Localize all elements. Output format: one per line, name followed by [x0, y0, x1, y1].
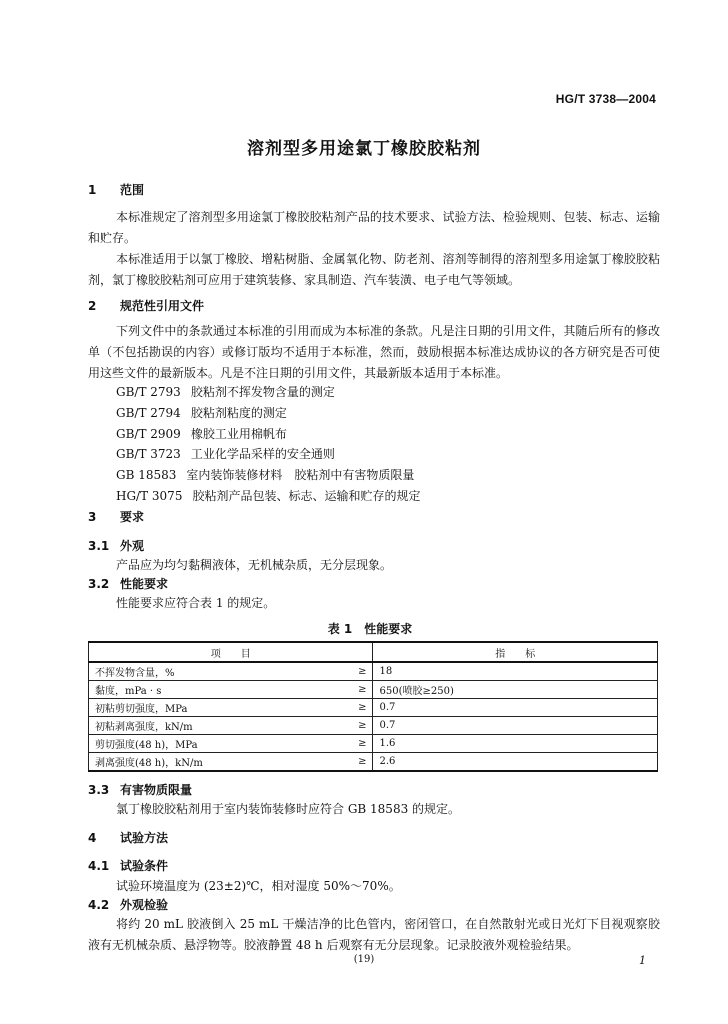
table-row	[89, 681, 658, 699]
subsection-4-2-heading	[88, 896, 168, 913]
section-number: 1	[88, 183, 97, 197]
row-operator: ≥	[346, 662, 373, 681]
row-item: 初粘剪切强度，MPa	[89, 699, 346, 717]
table-row	[89, 753, 658, 772]
section-number: 2	[88, 299, 97, 313]
reference-item	[116, 444, 420, 465]
section-number: 3	[88, 510, 97, 524]
subsection-number: 3.2	[88, 577, 110, 591]
section-title: 试验方法	[120, 831, 169, 845]
section-1-paragraph-2: 本标准适用于以氯丁橡胶、增粘树脂、金属氧化物、防老剂、溶剂等制得的溶剂型多用途氯丁橡胶胶粘剂，氯丁橡胶胶粘剂可应用于建筑装修、家具制造、汽车装潢、电子电气等领域。	[88, 252, 660, 287]
section-number: 4	[88, 831, 97, 845]
row-item: 剪切强度(48 h)，MPa	[89, 735, 346, 753]
row-value: 0.7	[373, 699, 658, 717]
column-header-item: 项 目	[89, 642, 373, 662]
reference-title: 室内装饰装修材料 胶粘剂中有害物质限量	[186, 468, 415, 483]
subsection-3-3-text: 氯丁橡胶胶粘剂用于室内装饰装修时应符合 GB 18583 的规定。	[116, 802, 461, 816]
table-header-row	[89, 642, 658, 662]
row-value: 650(喷胶≥250)	[373, 681, 658, 699]
reference-item	[116, 424, 420, 445]
row-value: 18	[373, 662, 658, 681]
subsection-3-1-text: 产品应为均匀黏稠液体，无机械杂质，无分层现象。	[116, 558, 393, 572]
table-row	[89, 699, 658, 717]
section-1-paragraph-1: 本标准规定了溶剂型多用途氯丁橡胶胶粘剂产品的技术要求、试验方法、检验规则、包装、标志、运输和贮存。	[88, 210, 660, 245]
section-2-paragraph: 下列文件中的条款通过本标准的引用而成为本标准的条款。凡是注日期的引用文件，其随后所有的修改单（不包括勘误的内容）或修订版均不适用于本标准，然而，鼓励根据本标准达成协议的各方研究是否可使用这些文件的最新版本。凡是不注日期的引用文件，其最新版本适用于本标准。	[88, 324, 660, 380]
row-operator: ≥	[346, 753, 373, 772]
reference-code: GB/T 2794	[116, 405, 181, 420]
subsection-title: 试验条件	[120, 859, 169, 873]
section-1-heading	[88, 181, 144, 198]
subsection-4-2-text: 将约 20 mL 胶液倒入 25 mL 干燥洁净的比色管内，密闭管口，在自然散射光或日光灯下目视观察胶液有无机械杂质、悬浮物等。胶液静置 48 h 后观察有无分层现象。记录胶液外观检验结果。	[88, 917, 660, 952]
subsection-number: 3.1	[88, 539, 110, 553]
reference-title: 橡胶工业用棉帆布	[190, 426, 287, 441]
row-operator: ≥	[346, 681, 373, 699]
row-value: 0.7	[373, 717, 658, 735]
reference-title: 胶粘剂产品包装、标志、运输和贮存的规定	[192, 488, 421, 503]
reference-code: GB/T 2909	[116, 426, 181, 441]
subsection-title: 性能要求	[120, 577, 169, 591]
row-item: 黏度，mPa · s	[89, 681, 346, 699]
reference-code: GB/T 2793	[116, 385, 181, 399]
reference-title: 工业化学品采样的安全通则	[190, 447, 335, 462]
subsection-3-2-text: 性能要求应符合表 1 的规定。	[116, 596, 276, 610]
subsection-number: 4.2	[88, 898, 110, 912]
subsection-3-3-heading	[88, 781, 192, 798]
section-title: 规范性引用文件	[120, 299, 205, 313]
row-item: 初粘剥离强度，kN/m	[89, 717, 346, 735]
reference-title: 胶粘剂不挥发物含量的测定	[190, 385, 335, 399]
section-4-heading	[88, 829, 168, 846]
table-row	[89, 717, 658, 735]
document-title: 溶剂型多用途氯丁橡胶胶粘剂	[247, 139, 481, 159]
normative-reference-list	[116, 382, 420, 507]
column-header-index: 指 标	[373, 642, 658, 662]
reference-item	[116, 403, 420, 424]
subsection-3-1-heading	[88, 537, 144, 554]
reference-item	[116, 486, 420, 507]
row-item: 剥离强度(48 h)，kN/m	[89, 753, 346, 772]
section-title: 范围	[120, 183, 145, 197]
table-row	[89, 735, 658, 753]
row-value: 1.6	[373, 735, 658, 753]
reference-item	[116, 465, 420, 486]
reference-code: HG/T 3075	[116, 488, 183, 503]
subsection-3-2-heading	[88, 575, 168, 592]
row-operator: ≥	[346, 735, 373, 753]
section-2-heading	[88, 297, 204, 314]
row-operator: ≥	[346, 699, 373, 717]
subsection-4-1-text: 试验环境温度为 (23±2)℃，相对湿度 50%～70%。	[116, 879, 401, 893]
page-number: (19)	[353, 954, 375, 965]
subsection-number: 4.1	[88, 859, 110, 873]
subsection-title: 外观	[120, 539, 145, 553]
subsection-number: 3.3	[88, 783, 110, 797]
reference-code: GB/T 3723	[116, 447, 181, 462]
subsection-title: 外观检验	[120, 898, 169, 912]
reference-title: 胶粘剂粘度的测定	[190, 405, 287, 420]
table-row	[89, 662, 658, 681]
section-3-heading	[88, 508, 144, 525]
row-value: 2.6	[373, 753, 658, 772]
standard-code: HG/T 3738—2004	[555, 92, 656, 106]
reference-code: GB 18583	[116, 468, 177, 483]
reference-item	[116, 382, 420, 403]
performance-requirements-table	[88, 641, 658, 772]
subsection-4-1-heading	[88, 857, 168, 874]
row-operator: ≥	[346, 717, 373, 735]
table-caption: 表 1 性能要求	[327, 622, 413, 636]
row-item: 不挥发物含量，%	[89, 662, 346, 681]
subsection-title: 有害物质限量	[120, 783, 193, 797]
section-title: 要求	[120, 510, 145, 524]
page-mark: 1	[639, 954, 646, 967]
